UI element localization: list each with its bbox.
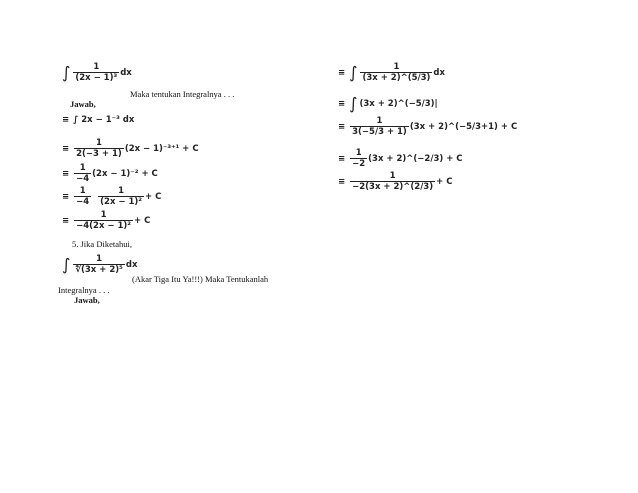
q4-instruction: Maka tentukan Integralnya . . . (130, 89, 235, 99)
jawab-label-2: Jawab, (74, 295, 100, 305)
denominator: (2x − 1)² (100, 197, 143, 207)
q5-fraction (73, 254, 125, 275)
numerator: 1 (355, 148, 362, 158)
numerator: 1 (79, 186, 86, 196)
right-step-3 (338, 116, 517, 137)
left-step-5 (62, 210, 150, 231)
right-step-5-tail: + C (436, 176, 453, 187)
q4-integral (62, 62, 132, 83)
numerator: 1 (100, 210, 107, 220)
q4-denominator: (2x − 1)³ (75, 73, 118, 83)
left-step-2 (62, 138, 199, 159)
numerator: 1 (393, 62, 400, 72)
right-step-4 (338, 148, 463, 169)
left-step-1-body: ∫ 2x − 1⁻³ dx (73, 115, 135, 125)
left-step-4 (62, 186, 161, 207)
equiv-sign: ≡ (338, 99, 346, 109)
equiv-sign: ≡ (338, 153, 346, 164)
numerator: 1 (118, 186, 125, 196)
right-step-5-fraction (350, 171, 435, 192)
denominator: −4 (76, 174, 90, 184)
integral-sign-icon: ∫ (62, 62, 71, 82)
equiv-sign: ≡ (338, 67, 346, 78)
numerator: 1 (79, 163, 86, 173)
left-step-5-tail: + C (134, 215, 151, 226)
left-step-3-tail: (2x − 1)⁻² + C (92, 168, 158, 179)
right-step-2 (338, 96, 438, 112)
q4-numerator: 1 (93, 62, 100, 72)
left-step-3 (62, 163, 158, 184)
equiv-sign: ≡ (338, 176, 346, 187)
q5-integral (62, 254, 137, 275)
equiv-sign: ≡ (62, 143, 70, 154)
equiv-sign: ≡ (338, 121, 346, 132)
left-step-1 (62, 115, 134, 125)
left-step-2-tail: (2x − 1)⁻³⁺¹ + C (124, 143, 199, 154)
equiv-sign: ≡ (62, 115, 70, 125)
right-step-3-tail: (3x + 2)^(−5/3+1) + C (409, 121, 518, 132)
integral-sign-icon: ∫ (349, 62, 358, 82)
equiv-sign: ≡ (62, 168, 70, 179)
denominator: 2(−3 + 1) (76, 149, 122, 159)
equiv-sign: ≡ (62, 215, 70, 226)
denominator: −2 (352, 159, 366, 169)
left-step-4-tail: + C (145, 191, 162, 202)
right-step-5 (338, 171, 452, 192)
numerator: 1 (376, 116, 383, 126)
left-step-5-fraction (74, 210, 133, 231)
integral-sign-icon: ∫ (349, 94, 358, 113)
q5-heading: 5. Jika Diketahui, (72, 239, 132, 249)
q5-numerator: 1 (96, 254, 103, 264)
jawab-label-1: Jawab, (70, 99, 96, 109)
left-step-4-fraction-a (74, 186, 91, 207)
left-step-3-fraction (74, 163, 91, 184)
integral-sign-icon: ∫ (62, 254, 71, 274)
right-step-1-tail: dx (433, 67, 445, 78)
right-step-2-body: (3x + 2)^(−5/3)| (359, 99, 438, 109)
denominator: −2(3x + 2)^(2/3) (352, 182, 434, 192)
q5-continuation: Integralnya . . . (58, 285, 110, 295)
q5-dx: dx (125, 259, 138, 270)
right-step-4-tail: (3x + 2)^(−2/3) + C (368, 153, 463, 164)
right-step-4-fraction (350, 148, 367, 169)
q4-dx: dx (120, 67, 132, 78)
numerator: 1 (96, 138, 102, 148)
q5-denominator: ∜(3x + 2)⁵ (75, 265, 123, 275)
denominator: 3(−5/3 + 1) (352, 127, 407, 137)
numerator: 1 (389, 171, 396, 181)
right-step-1 (338, 62, 445, 83)
right-step-1-fraction (360, 62, 432, 83)
equiv-sign: ≡ (62, 191, 70, 202)
denominator: (3x + 2)^(5/3) (362, 73, 431, 83)
denominator: −4(2x − 1)² (76, 221, 132, 231)
left-step-4-fraction-b (98, 186, 144, 207)
right-step-3-fraction (350, 116, 409, 137)
q5-note: (Akar Tiga Itu Ya!!!) Maka Tentukanlah (132, 274, 269, 284)
denominator: −4 (76, 197, 90, 207)
left-step-2-fraction (74, 138, 124, 159)
q4-fraction (73, 62, 119, 83)
